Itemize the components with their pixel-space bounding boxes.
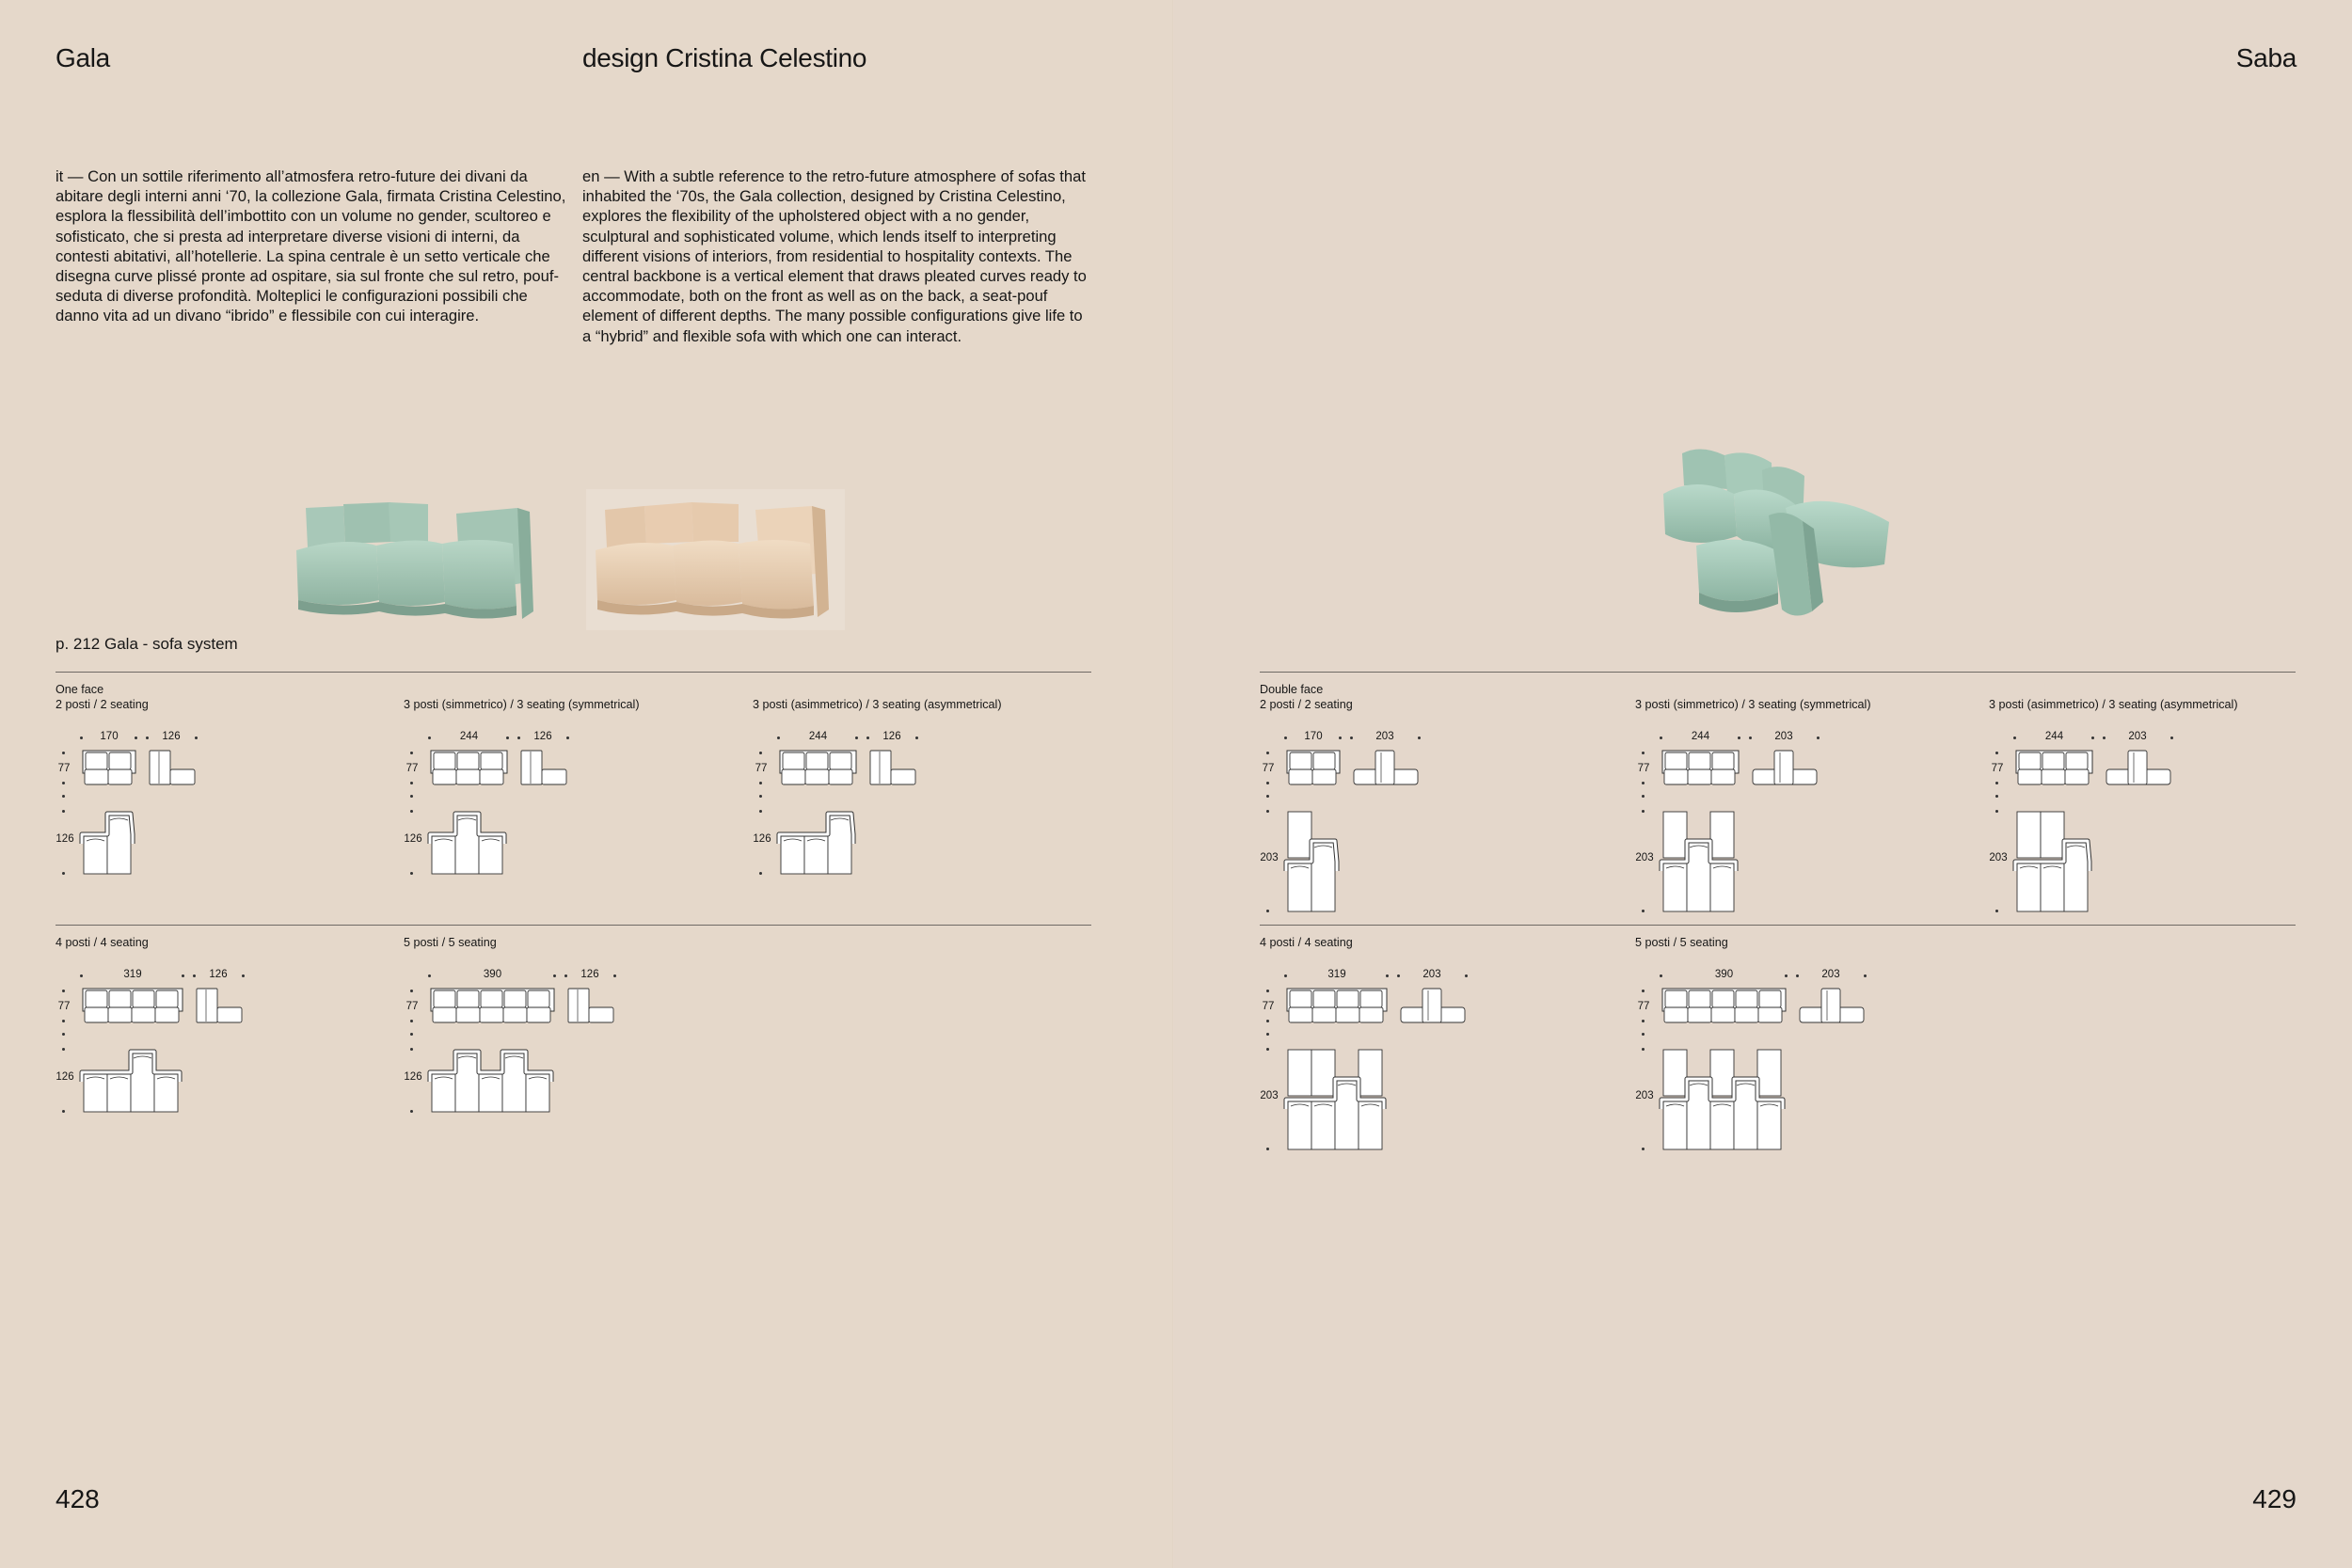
side-elevation bbox=[1352, 749, 1422, 790]
side-elevation bbox=[1798, 987, 1867, 1028]
dimension-tick bbox=[1284, 974, 1287, 977]
divider-line bbox=[1260, 672, 2296, 673]
dimension-depth: 126 bbox=[162, 731, 181, 742]
right-page bbox=[1174, 0, 2352, 1568]
front-elevation bbox=[1286, 987, 1390, 1028]
section-label: One face bbox=[56, 683, 104, 696]
dimension-height: 77 bbox=[57, 1001, 71, 1012]
sofa-photo-sage bbox=[287, 489, 546, 630]
plan-view bbox=[1282, 808, 1348, 915]
dimension-tick bbox=[855, 736, 858, 739]
dimension-tick bbox=[1995, 752, 1998, 754]
dimension-width: 170 bbox=[100, 731, 119, 742]
dimension-height: 77 bbox=[1637, 1001, 1650, 1012]
dimension-tick bbox=[428, 974, 431, 977]
dimension-height: 77 bbox=[1991, 763, 2004, 774]
dimension-depth: 126 bbox=[533, 731, 552, 742]
dimension-tick bbox=[146, 736, 149, 739]
dimension-depth: 203 bbox=[1422, 969, 1441, 980]
dimension-tick bbox=[2103, 736, 2106, 739]
dimension-tick bbox=[1642, 990, 1645, 992]
dimension-tick bbox=[1266, 990, 1269, 992]
dimension-tick bbox=[1465, 974, 1468, 977]
dimension-width: 390 bbox=[1714, 969, 1734, 980]
photo-caption: p. 212 Gala - sofa system bbox=[56, 635, 238, 653]
side-elevation bbox=[519, 749, 570, 790]
plan-view bbox=[1282, 1046, 1395, 1153]
dimension-tick bbox=[62, 810, 65, 813]
dimension-tick bbox=[2170, 736, 2173, 739]
plan-view bbox=[426, 1046, 563, 1116]
side-elevation bbox=[2105, 749, 2174, 790]
config-label: 2 posti / 2 seating bbox=[1260, 698, 1353, 711]
side-elevation bbox=[1751, 749, 1820, 790]
dimension-tick bbox=[1796, 974, 1799, 977]
dimension-tick bbox=[564, 974, 567, 977]
dimension-tick bbox=[410, 872, 413, 875]
dimension-tick bbox=[428, 736, 431, 739]
dimension-tick bbox=[1266, 782, 1269, 784]
config-label: 3 posti (asimmetrico) / 3 seating (asymmetrical) bbox=[1989, 698, 2238, 711]
plan-view bbox=[78, 1046, 191, 1116]
dimension-plan-depth: 126 bbox=[753, 833, 771, 845]
config-label: 3 posti (simmetrico) / 3 seating (symmetrical) bbox=[404, 698, 640, 711]
dimension-tick bbox=[1642, 795, 1645, 798]
dimension-tick bbox=[1386, 974, 1389, 977]
front-elevation bbox=[1661, 987, 1788, 1028]
dimension-width: 244 bbox=[1691, 731, 1710, 742]
dimension-tick bbox=[2013, 736, 2016, 739]
front-elevation bbox=[430, 987, 557, 1028]
front-elevation bbox=[1661, 749, 1741, 790]
dimension-depth: 126 bbox=[209, 969, 228, 980]
plan-view bbox=[426, 808, 516, 878]
dimension-depth: 126 bbox=[882, 731, 901, 742]
dimension-tick bbox=[1995, 910, 1998, 912]
config-label: 2 posti / 2 seating bbox=[56, 698, 149, 711]
plan-view bbox=[78, 808, 144, 878]
dimension-tick bbox=[1749, 736, 1752, 739]
dimension-tick bbox=[1266, 810, 1269, 813]
dimension-depth: 203 bbox=[1774, 731, 1793, 742]
front-elevation bbox=[82, 987, 185, 1028]
dimension-width: 244 bbox=[808, 731, 828, 742]
dimension-tick bbox=[1738, 736, 1740, 739]
dimension-tick bbox=[759, 810, 762, 813]
dimension-tick bbox=[62, 752, 65, 754]
dimension-tick bbox=[410, 990, 413, 992]
dimension-width: 390 bbox=[483, 969, 502, 980]
dimension-depth: 203 bbox=[2128, 731, 2147, 742]
dimension-plan-depth: 126 bbox=[56, 833, 74, 845]
side-elevation bbox=[1399, 987, 1469, 1028]
page-title: Gala bbox=[56, 43, 110, 72]
dimension-tick bbox=[1864, 974, 1867, 977]
side-elevation bbox=[566, 987, 617, 1028]
dimension-tick bbox=[62, 1033, 65, 1036]
dimension-tick bbox=[1350, 736, 1353, 739]
front-elevation bbox=[82, 749, 138, 790]
dimension-tick bbox=[410, 1110, 413, 1113]
dimension-tick bbox=[242, 974, 245, 977]
dimension-tick bbox=[62, 795, 65, 798]
dimension-tick bbox=[80, 974, 83, 977]
front-elevation bbox=[430, 749, 510, 790]
dimension-tick bbox=[1397, 974, 1400, 977]
description-english: en — With a subtle reference to the retro-future atmosphere of sofas that inhabited the ‘70s, the Gala collection, designed by Cristina Celestino, explores the flexibility of the upholstered object with a no gender, sculptural and sophisticated volume, which lends itself to interpreting different visions of interiors, from residential to hospitality contexts. The central backbone is a vertical element that draws pleated curves ready to accommodate, both on the front as well as on the back, a seat-pouf element of different depths. The many possible configurations give life to a “hybrid” and flexible sofa with which one can interact. bbox=[582, 167, 1087, 345]
dimension-tick bbox=[1642, 910, 1645, 912]
dimension-tick bbox=[553, 974, 556, 977]
left-page bbox=[0, 0, 1174, 1568]
dimension-tick bbox=[1642, 810, 1645, 813]
front-elevation bbox=[1286, 749, 1343, 790]
dimension-tick bbox=[62, 872, 65, 875]
dimension-tick bbox=[759, 872, 762, 875]
dimension-tick bbox=[1418, 736, 1421, 739]
config-label: 5 posti / 5 seating bbox=[1635, 936, 1728, 949]
dimension-tick bbox=[1266, 910, 1269, 912]
front-elevation bbox=[2015, 749, 2095, 790]
dimension-tick bbox=[1266, 1020, 1269, 1022]
dimension-tick bbox=[759, 752, 762, 754]
config-label: 3 posti (simmetrico) / 3 seating (symmetrical) bbox=[1635, 698, 1871, 711]
dimension-depth: 203 bbox=[1375, 731, 1394, 742]
dimension-plan-depth: 126 bbox=[56, 1071, 74, 1083]
dimension-tick bbox=[1995, 810, 1998, 813]
dimension-plan-depth: 203 bbox=[1260, 1090, 1279, 1101]
plan-view bbox=[1658, 1046, 1794, 1153]
dimension-tick bbox=[1660, 736, 1662, 739]
dimension-tick bbox=[506, 736, 509, 739]
dimension-tick bbox=[1642, 752, 1645, 754]
dimension-tick bbox=[62, 1020, 65, 1022]
dimension-tick bbox=[410, 782, 413, 784]
dimension-plan-depth: 203 bbox=[1635, 1090, 1654, 1101]
dimension-tick bbox=[1266, 1148, 1269, 1150]
section-label: Double face bbox=[1260, 683, 1324, 696]
dimension-tick bbox=[1642, 1033, 1645, 1036]
plan-view bbox=[1658, 808, 1747, 915]
dimension-plan-depth: 126 bbox=[404, 1071, 422, 1083]
dimension-tick bbox=[1266, 1033, 1269, 1036]
dimension-width: 244 bbox=[459, 731, 479, 742]
config-label: 3 posti (asimmetrico) / 3 seating (asymmetrical) bbox=[753, 698, 1002, 711]
dimension-tick bbox=[566, 736, 569, 739]
dimension-tick bbox=[1995, 795, 1998, 798]
dimension-tick bbox=[1642, 1148, 1645, 1150]
dimension-tick bbox=[1660, 974, 1662, 977]
dimension-tick bbox=[517, 736, 520, 739]
plan-view bbox=[775, 808, 865, 878]
dimension-tick bbox=[195, 736, 198, 739]
dimension-plan-depth: 203 bbox=[1260, 852, 1279, 863]
dimension-tick bbox=[759, 795, 762, 798]
dimension-tick bbox=[866, 736, 869, 739]
dimension-tick bbox=[410, 1048, 413, 1051]
dimension-tick bbox=[135, 736, 137, 739]
dimension-tick bbox=[1642, 782, 1645, 784]
dimension-tick bbox=[1642, 1020, 1645, 1022]
config-label: 4 posti / 4 seating bbox=[56, 936, 149, 949]
dimension-tick bbox=[62, 1110, 65, 1113]
dimension-plan-depth: 126 bbox=[404, 833, 422, 845]
divider-line bbox=[56, 672, 1091, 673]
dimension-tick bbox=[62, 782, 65, 784]
dimension-tick bbox=[777, 736, 780, 739]
sofa-photo-corner bbox=[1645, 442, 1899, 630]
dimension-tick bbox=[80, 736, 83, 739]
dimension-depth: 203 bbox=[1821, 969, 1840, 980]
dimension-height: 77 bbox=[755, 763, 768, 774]
front-elevation bbox=[779, 749, 859, 790]
dimension-tick bbox=[915, 736, 918, 739]
page-title: Saba bbox=[2235, 43, 2296, 72]
description-italian: it — Con un sottile riferimento all’atmosfera retro-future dei divani da abitare degli interni anni ‘70, la collezione Gala, firmata Cristina Celestino, esplora la flessibilità dell’imbottito con un volume no gender, scultoreo e sofisticato, che si presta ad interpretare diverse visioni di interni, da contesti abitativi, all’hotellerie. La spina centrale è un setto verticale che disegna curve plissé pronte ad ospitare, sia sul fronte che sul retro, pouf-seduta di diverse profondità. Molteplici le configurazioni possibili che danno vita ad un divano “ibrido” e flessibile con cui interagire. bbox=[56, 167, 566, 325]
page-number: 429 bbox=[2252, 1484, 2296, 1513]
side-elevation bbox=[148, 749, 199, 790]
dimension-tick bbox=[1785, 974, 1788, 977]
dimension-height: 77 bbox=[1262, 1001, 1275, 1012]
dimension-plan-depth: 203 bbox=[1635, 852, 1654, 863]
dimension-tick bbox=[1339, 736, 1342, 739]
dimension-tick bbox=[1266, 1048, 1269, 1051]
side-elevation bbox=[195, 987, 246, 1028]
dimension-width: 244 bbox=[2044, 731, 2064, 742]
dimension-tick bbox=[759, 782, 762, 784]
dimension-tick bbox=[62, 1048, 65, 1051]
dimension-height: 77 bbox=[1637, 763, 1650, 774]
dimension-tick bbox=[410, 1020, 413, 1022]
config-label: 5 posti / 5 seating bbox=[404, 936, 497, 949]
dimension-tick bbox=[1642, 1048, 1645, 1051]
dimension-tick bbox=[1284, 736, 1287, 739]
dimension-tick bbox=[62, 990, 65, 992]
plan-view bbox=[2011, 808, 2101, 915]
dimension-plan-depth: 203 bbox=[1989, 852, 2008, 863]
designer-credit: design Cristina Celestino bbox=[582, 43, 867, 72]
page-number: 428 bbox=[56, 1484, 100, 1513]
dimension-height: 77 bbox=[1262, 763, 1275, 774]
dimension-tick bbox=[1266, 795, 1269, 798]
dimension-tick bbox=[1266, 752, 1269, 754]
dimension-tick bbox=[193, 974, 196, 977]
dimension-width: 170 bbox=[1304, 731, 1323, 742]
dimension-height: 77 bbox=[405, 1001, 419, 1012]
dimension-tick bbox=[410, 1033, 413, 1036]
dimension-width: 319 bbox=[1327, 969, 1346, 980]
config-label: 4 posti / 4 seating bbox=[1260, 936, 1353, 949]
dimension-tick bbox=[410, 752, 413, 754]
dimension-height: 77 bbox=[57, 763, 71, 774]
dimension-tick bbox=[2091, 736, 2094, 739]
dimension-tick bbox=[613, 974, 616, 977]
sofa-photo-sand bbox=[586, 489, 845, 630]
dimension-depth: 126 bbox=[580, 969, 599, 980]
side-elevation bbox=[868, 749, 919, 790]
divider-line bbox=[1260, 925, 2296, 926]
dimension-tick bbox=[182, 974, 184, 977]
dimension-tick bbox=[410, 795, 413, 798]
dimension-width: 319 bbox=[123, 969, 142, 980]
divider-line bbox=[56, 925, 1091, 926]
dimension-tick bbox=[1995, 782, 1998, 784]
dimension-height: 77 bbox=[405, 763, 419, 774]
dimension-tick bbox=[1817, 736, 1820, 739]
dimension-tick bbox=[410, 810, 413, 813]
